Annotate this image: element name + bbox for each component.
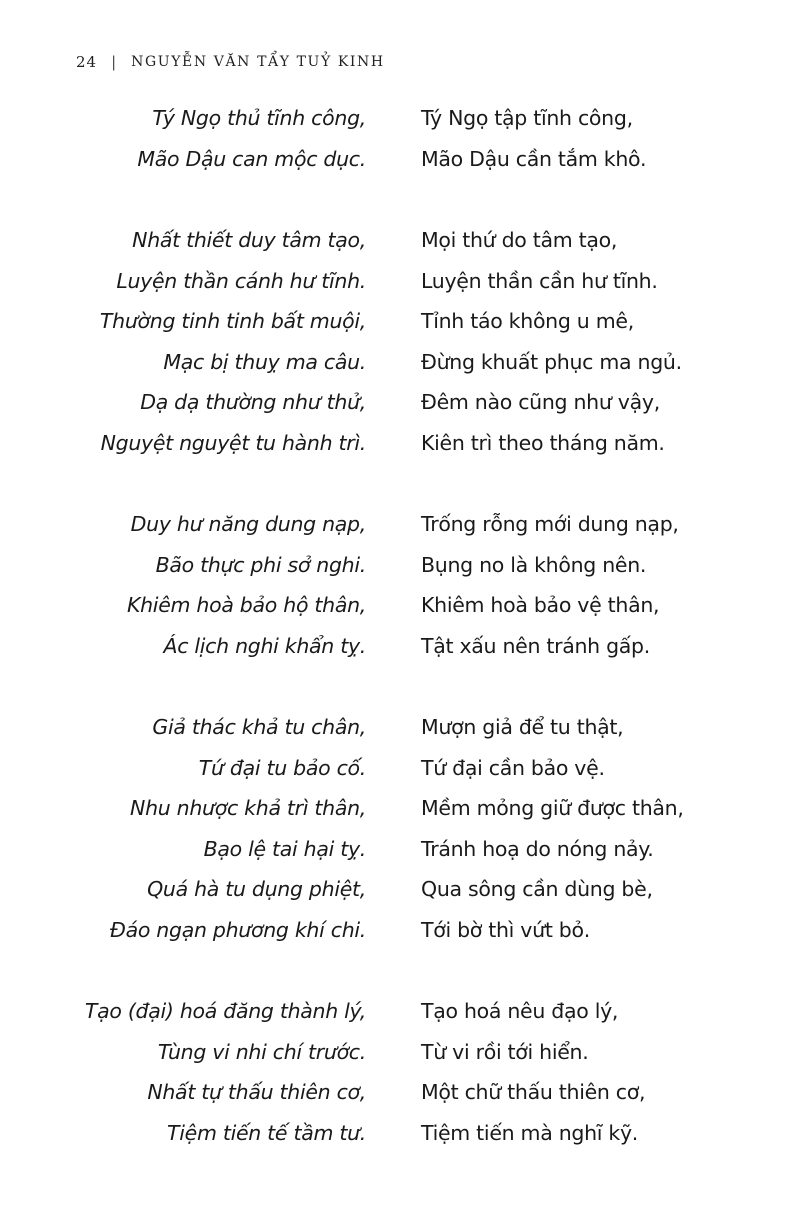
- verse-line: [0, 98, 797, 139]
- stanza: [0, 98, 797, 179]
- book-title: NGUYỄN VĂN TẨY TUỶ KINH: [131, 54, 385, 70]
- header-separator: |: [111, 53, 118, 71]
- original-verse: Khiêm hoà bảo hộ thân,: [126, 593, 366, 618]
- original-verse: Nguyệt nguyệt tu hành trì.: [100, 430, 366, 455]
- verse-line: [0, 220, 797, 261]
- original-verse: Dạ dạ thường như thử,: [140, 390, 366, 415]
- translated-verse: Tới bờ thì vứt bỏ.: [421, 917, 590, 942]
- original-verse: Ác lịch nghi khẩn tỵ.: [163, 633, 366, 658]
- verse-line: [0, 626, 797, 667]
- original-verse: Bạo lệ tai hại tỵ.: [203, 836, 366, 861]
- original-verse: Giả thác khả tu chân,: [152, 715, 366, 740]
- original-verse: Duy hư năng dung nạp,: [130, 512, 366, 537]
- original-verse: Tứ đại tu bảo cố.: [198, 755, 366, 780]
- verse-line: [0, 585, 797, 626]
- original-verse: Bão thực phi sở nghi.: [155, 552, 366, 577]
- original-verse: Nhất thiết duy tâm tạo,: [132, 228, 366, 253]
- translated-verse: Mọi thứ do tâm tạo,: [421, 228, 618, 253]
- verse-line: [0, 869, 797, 910]
- verse-line: [0, 139, 797, 180]
- poem-body: [0, 98, 797, 1194]
- page-number: 24: [76, 53, 98, 71]
- translated-verse: Luyện thần cần hư tĩnh.: [421, 268, 658, 293]
- verse-line: [0, 301, 797, 342]
- original-verse: Tùng vi nhi chí trước.: [157, 1039, 366, 1064]
- original-verse: Nhu nhược khả trì thân,: [130, 796, 366, 821]
- verse-line: [0, 707, 797, 748]
- original-verse: Tý Ngọ thủ tĩnh công,: [152, 106, 366, 131]
- verse-line: [0, 545, 797, 586]
- translated-verse: Tý Ngọ tập tĩnh công,: [421, 106, 633, 131]
- translated-verse: Mượn giả để tu thật,: [421, 715, 624, 740]
- original-verse: Đáo ngạn phương khí chi.: [110, 917, 366, 942]
- translated-verse: Tiệm tiến mà nghĩ kỹ.: [421, 1120, 639, 1145]
- translated-verse: Một chữ thấu thiên cơ,: [421, 1080, 646, 1105]
- verse-line: [0, 748, 797, 789]
- stanza: [0, 707, 797, 950]
- original-verse: Mạc bị thuỵ ma câu.: [163, 349, 366, 374]
- verse-line: [0, 1072, 797, 1113]
- verse-line: [0, 1113, 797, 1154]
- translated-verse: Tạo hoá nêu đạo lý,: [421, 999, 619, 1024]
- translated-verse: Kiên trì theo tháng năm.: [421, 430, 665, 455]
- translated-verse: Tránh hoạ do nóng nảy.: [421, 836, 654, 861]
- verse-line: [0, 382, 797, 423]
- translated-verse: Đêm nào cũng như vậy,: [421, 390, 660, 415]
- original-verse: Tiệm tiến tế tầm tư.: [167, 1120, 366, 1145]
- translated-verse: Từ vi rồi tới hiển.: [421, 1039, 589, 1064]
- translated-verse: Qua sông cần dùng bè,: [421, 877, 653, 902]
- original-verse: Thường tinh tinh bất muội,: [99, 309, 366, 334]
- verse-line: [0, 342, 797, 383]
- translated-verse: Mềm mỏng giữ được thân,: [421, 796, 684, 821]
- original-verse: Tạo (đại) hoá đăng thành lý,: [84, 999, 366, 1024]
- stanza: [0, 991, 797, 1153]
- verse-line: [0, 261, 797, 302]
- verse-line: [0, 991, 797, 1032]
- verse-line: [0, 829, 797, 870]
- stanza: [0, 220, 797, 463]
- translated-verse: Đừng khuất phục ma ngủ.: [421, 349, 682, 374]
- translated-verse: Trống rỗng mới dung nạp,: [421, 512, 679, 537]
- translated-verse: Tỉnh táo không u mê,: [421, 309, 634, 334]
- running-header: [76, 50, 385, 74]
- original-verse: Luyện thần cánh hư tĩnh.: [116, 268, 366, 293]
- verse-line: [0, 423, 797, 464]
- translated-verse: Tật xấu nên tránh gấp.: [421, 633, 650, 658]
- verse-line: [0, 1032, 797, 1073]
- verse-line: [0, 910, 797, 951]
- original-verse: Quá hà tu dụng phiệt,: [147, 877, 366, 902]
- translated-verse: Bụng no là không nên.: [421, 552, 647, 577]
- translated-verse: Khiêm hoà bảo vệ thân,: [421, 593, 660, 618]
- original-verse: Mão Dậu can mộc dục.: [137, 146, 366, 171]
- translated-verse: Tứ đại cần bảo vệ.: [421, 755, 605, 780]
- verse-line: [0, 788, 797, 829]
- original-verse: Nhất tự thấu thiên cơ,: [147, 1080, 366, 1105]
- verse-line: [0, 504, 797, 545]
- translated-verse: Mão Dậu cần tắm khô.: [421, 146, 647, 171]
- stanza: [0, 504, 797, 666]
